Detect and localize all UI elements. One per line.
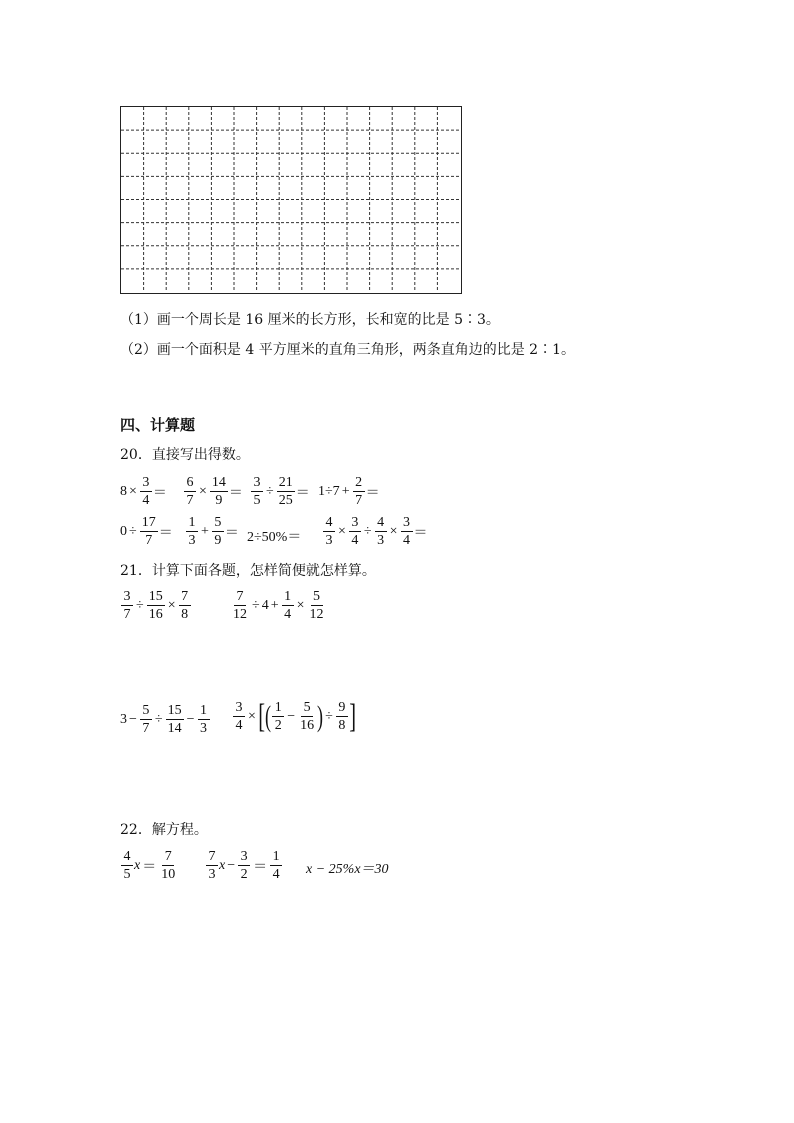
q20-expr-2: $\frac{6}{7}$ × $\frac{14}{9}$ ＝ bbox=[183, 476, 243, 508]
left-paren: ( bbox=[265, 700, 272, 733]
fraction: $\frac{21}{25}$ bbox=[278, 475, 293, 508]
q21-title: 21．计算下面各题，怎样简便就怎样算。 bbox=[120, 563, 376, 579]
fraction: $\frac{5}{7}$ bbox=[140, 704, 152, 736]
fraction: $\frac{17}{7}$ bbox=[141, 515, 156, 548]
q20-expr-4: 1÷7 + $\frac{2}{7}$ ＝ bbox=[318, 475, 380, 508]
q21-problem-1: $\frac{3}{7}$ ÷ $\frac{15}{16}$ × $\frac{7}{8}$ bbox=[120, 590, 192, 622]
fraction: $\frac{3}{4}$ bbox=[140, 476, 152, 508]
right-square-bracket: ] bbox=[349, 698, 356, 735]
fraction: $\frac{1}{3}$ bbox=[186, 516, 198, 548]
fraction: $\frac{9}{8}$ bbox=[336, 701, 348, 733]
fraction: $\frac{1}{2}$ bbox=[272, 701, 284, 733]
q20-expr-3: $\frac{3}{5}$ ÷ $\frac{21}{25}$ ＝ bbox=[250, 476, 310, 508]
q21-problem-4: $\frac{3}{4}$ × [ ( $\frac{1}{2}$ − $\frac{5}{16}$ ) ÷ $\frac{9}{8}$ ] bbox=[232, 700, 356, 734]
q20-expr-1: 8 × $\frac{3}{4}$ ＝ bbox=[120, 475, 167, 508]
fraction: $\frac{5}{12}$ bbox=[309, 589, 324, 622]
task19-item1: （1）画一个周长是 16 厘米的长方形，长和宽的比是 5∶3。 bbox=[120, 312, 500, 328]
fraction: $\frac{7}{8}$ bbox=[179, 590, 191, 622]
q22-equation-3: x − 25%x＝30 bbox=[306, 862, 389, 877]
fraction: $\frac{3}{7}$ bbox=[121, 590, 133, 622]
fraction: $\frac{7}{3}$ bbox=[206, 850, 218, 882]
fraction: $\frac{5}{16}$ bbox=[300, 700, 315, 733]
q20-expr-5: 0 ÷ $\frac{17}{7}$ ＝ bbox=[120, 515, 173, 548]
q20-expr-6: $\frac{1}{3}$ + $\frac{5}{9}$ ＝ bbox=[185, 516, 239, 548]
fraction: $\frac{7}{12}$ bbox=[233, 589, 247, 622]
q22-equation-1: $\frac{4}{5}$ x ＝ $\frac{7}{10}$ bbox=[120, 850, 178, 882]
section-title: 四、计算题 bbox=[120, 416, 196, 434]
q21-problem-2: $\frac{7}{12}$ ÷ 4 + $\frac{1}{4}$ × $\frac{5}{12}$ bbox=[233, 589, 324, 622]
fraction: $\frac{3}{2}$ bbox=[238, 850, 250, 882]
fraction: $\frac{3}{4}$ bbox=[233, 701, 245, 733]
drawing-grid bbox=[120, 106, 462, 294]
fraction: $\frac{3}{4}$ bbox=[401, 516, 413, 548]
fraction: $\frac{1}{4}$ bbox=[282, 590, 294, 622]
fraction: $\frac{4}{5}$ bbox=[121, 850, 133, 882]
fraction: $\frac{14}{9}$ bbox=[211, 475, 226, 508]
task19-item2: （2）画一个面积是 4 平方厘米的直角三角形，两条直角边的比是 2∶1。 bbox=[120, 342, 575, 358]
q21-problem-3: 3 − $\frac{5}{7}$ ÷ $\frac{15}{14}$ − $\frac{1}{3}$ bbox=[120, 704, 211, 736]
fraction: $\frac{15}{14}$ bbox=[167, 703, 182, 736]
fraction: $\frac{5}{9}$ bbox=[212, 516, 224, 548]
q20-expr-7: 2÷50%＝ bbox=[247, 530, 302, 545]
fraction: $\frac{7}{10}$ bbox=[161, 849, 176, 882]
grid-lines bbox=[121, 107, 460, 292]
fraction: $\frac{2}{7}$ bbox=[353, 476, 365, 508]
fraction: $\frac{3}{4}$ bbox=[349, 516, 361, 548]
q22-equation-2: $\frac{7}{3}$ x − $\frac{3}{2}$ ＝ $\frac{1}{4}$ bbox=[205, 850, 283, 882]
right-paren: ) bbox=[317, 700, 324, 733]
left-square-bracket: [ bbox=[258, 698, 265, 735]
q22-title: 22．解方程。 bbox=[120, 822, 208, 838]
number: 8 bbox=[120, 484, 127, 499]
q20-expr-8: $\frac{4}{3}$ × $\frac{3}{4}$ ÷ $\frac{4}{3}$ × $\frac{3}{4}$ ＝ bbox=[322, 516, 428, 548]
fraction: $\frac{1}{4}$ bbox=[270, 850, 282, 882]
fraction: $\frac{4}{3}$ bbox=[323, 516, 335, 548]
fraction: $\frac{4}{3}$ bbox=[375, 516, 387, 548]
q20-title: 20．直接写出得数。 bbox=[120, 447, 250, 463]
fraction: $\frac{3}{5}$ bbox=[251, 476, 263, 508]
fraction: $\frac{6}{7}$ bbox=[184, 476, 196, 508]
fraction: $\frac{1}{3}$ bbox=[198, 704, 210, 736]
fraction: $\frac{15}{16}$ bbox=[148, 589, 163, 622]
